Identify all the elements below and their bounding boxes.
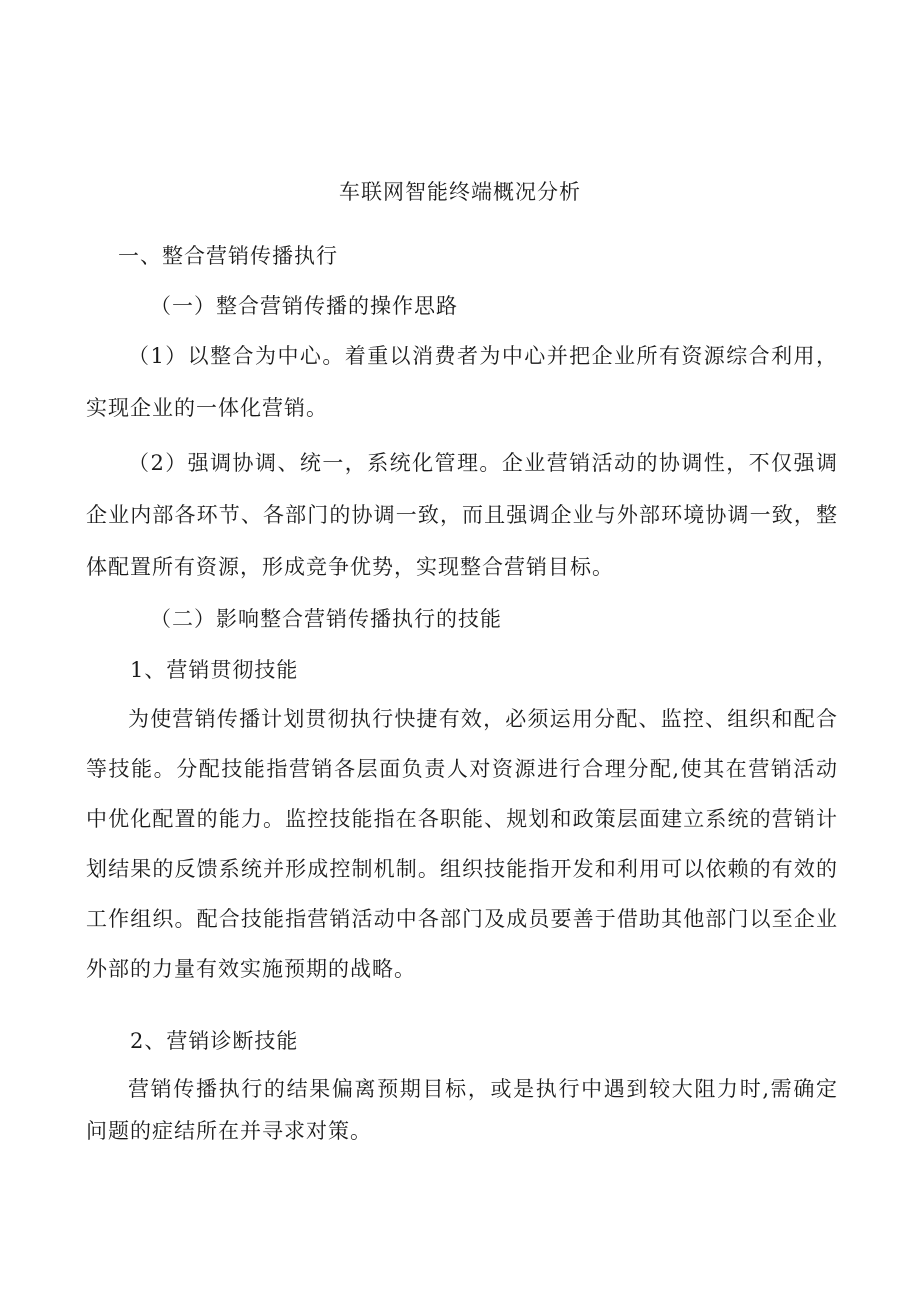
- paragraph-implementation-skills: 为使营销传播计划贯彻执行快捷有效，必须运用分配、监控、组织和配合等技能。分配技能指营销各层面负责人对资源进行合理分配,使其在营销活动中优化配置的能力。监控技能指在各职能、规划和政策层面建立系统的营销计划结果的反馈系统并形成控制机制。组织技能指开发和利用可以依赖的有效的工作组织。配合技能指营销活动中各部门及成员要善于借助其他部门以至企业外部的力量有效实施预期的战略。: [86, 707, 838, 981]
- subsection-heading-1: （一）整合营销传播的操作思路: [150, 294, 458, 318]
- document-title: 车联网智能终端概况分析: [339, 180, 581, 204]
- paragraph-integration-center: （1）以整合为中心。着重以消费者为中心并把企业所有资源综合利用，实现企业的一体化营销。: [86, 344, 838, 420]
- paragraph-diagnosis-skills: 营销传播执行的结果偏离预期目标，或是执行中遇到较大阻力时,需确定问题的症结所在并寻求对策。: [86, 1077, 838, 1143]
- subsection-heading-2: （二）影响整合营销传播执行的技能: [150, 607, 502, 631]
- item-heading-1: 1、营销贯彻技能: [130, 658, 299, 682]
- item-heading-2: 2、营销诊断技能: [130, 1029, 299, 1053]
- section-heading-1: 一、整合营销传播执行: [118, 244, 338, 268]
- paragraph-coordination: （2）强调协调、统一，系统化管理。企业营销活动的协调性，不仅强调企业内部各环节、各部门的协调一致，而且强调企业与外部环境协调一致，整体配置所有资源，形成竞争优势，实现整合营销目标。: [86, 451, 838, 579]
